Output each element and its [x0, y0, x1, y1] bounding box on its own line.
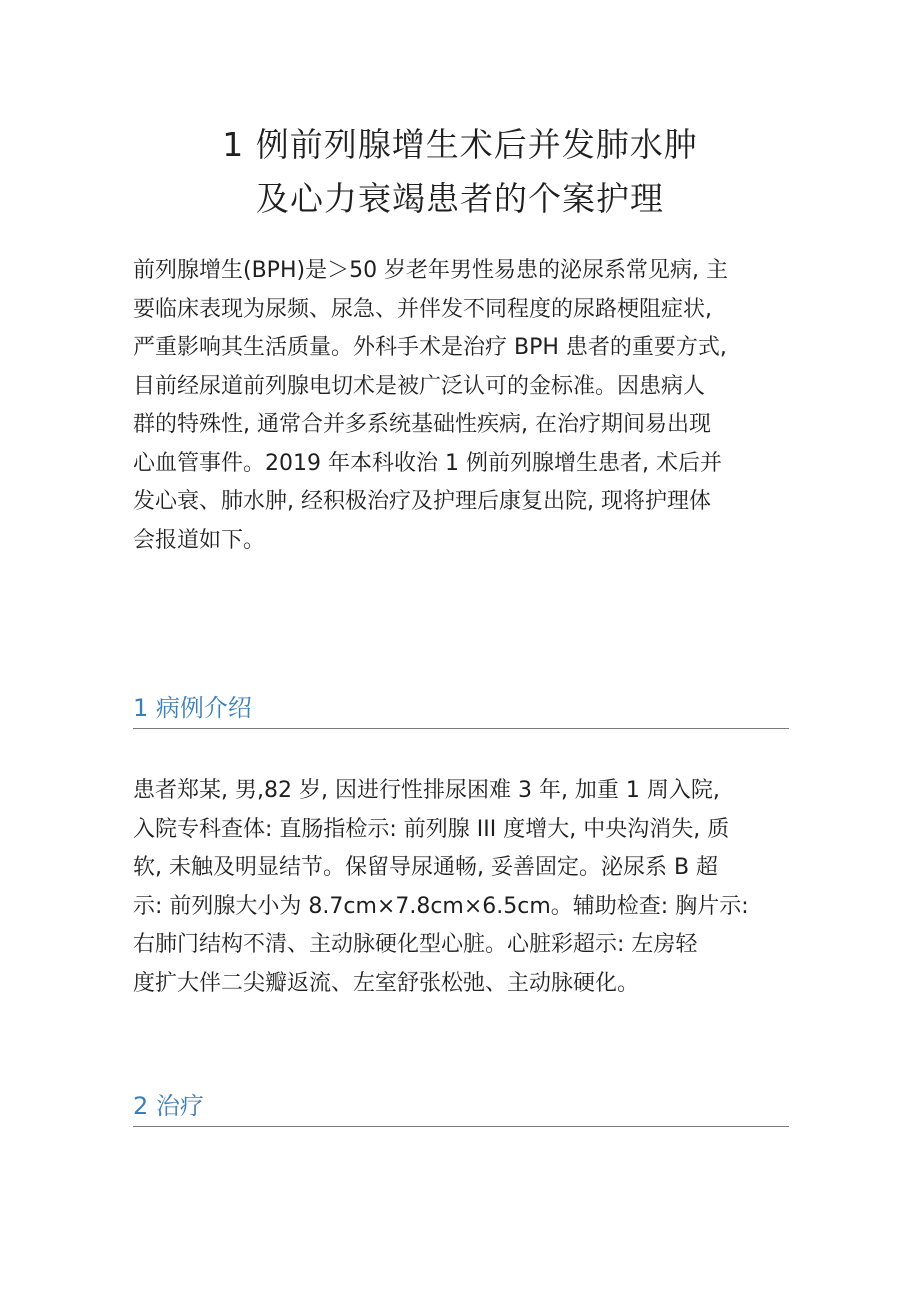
case-line: 患者郑某, 男,82 岁, 因进行性排尿困难 3 年, 加重 1 周入院, [133, 778, 720, 803]
case-paragraph [133, 772, 793, 1003]
intro-line: 发心衰、肺水肿, 经积极治疗及护理后康复出院, 现将护理体 [133, 489, 711, 514]
case-line: 入院专科查体: 直肠指检示: 前列腺 III 度增大, 中央沟消失, 质 [133, 816, 730, 842]
section-heading-treatment: 2 治疗 [133, 1090, 789, 1127]
intro-line: 要临床表现为尿频、尿急、并伴发不同程度的尿路梗阻症状, [133, 296, 712, 322]
case-line: 度扩大伴二尖瓣返流、左室舒张松弛、主动脉硬化。 [133, 970, 640, 996]
intro-line: 群的特殊性, 通常合并多系统基础性疾病, 在治疗期间易出现 [133, 412, 711, 437]
intro-paragraph [133, 252, 793, 560]
intro-line: 心血管事件。2019 年本科收治 1 例前列腺增生患者, 术后并 [133, 450, 722, 476]
document-title [0, 118, 920, 226]
intro-line: 会报道如下。 [133, 527, 266, 553]
case-line: 示: 前列腺大小为 8.7cm×7.8cm×6.5cm。辅助检查: 胸片示: [133, 893, 749, 919]
title-line-2: 及心力衰竭患者的个案护理 [256, 179, 664, 218]
section-heading-case-intro: 1 病例介绍 [133, 692, 789, 729]
intro-line: 目前经尿道前列腺电切术是被广泛认可的金标准。因患病人 [133, 373, 706, 399]
title-line-1: 1 例前列腺增生术后并发肺水肿 [222, 125, 698, 164]
case-line: 软, 未触及明显结节。保留导尿通畅, 妥善固定。泌尿系 B 超 [133, 855, 719, 880]
case-line: 右肺门结构不清、主动脉硬化型心脏。心脏彩超示: 左房轻 [133, 932, 698, 957]
intro-line: 前列腺增生(BPH)是＞50 岁老年男性易患的泌尿系常见病, 主 [133, 258, 729, 283]
intro-line: 严重影响其生活质量。外科手术是治疗 BPH 患者的重要方式, [133, 335, 727, 360]
